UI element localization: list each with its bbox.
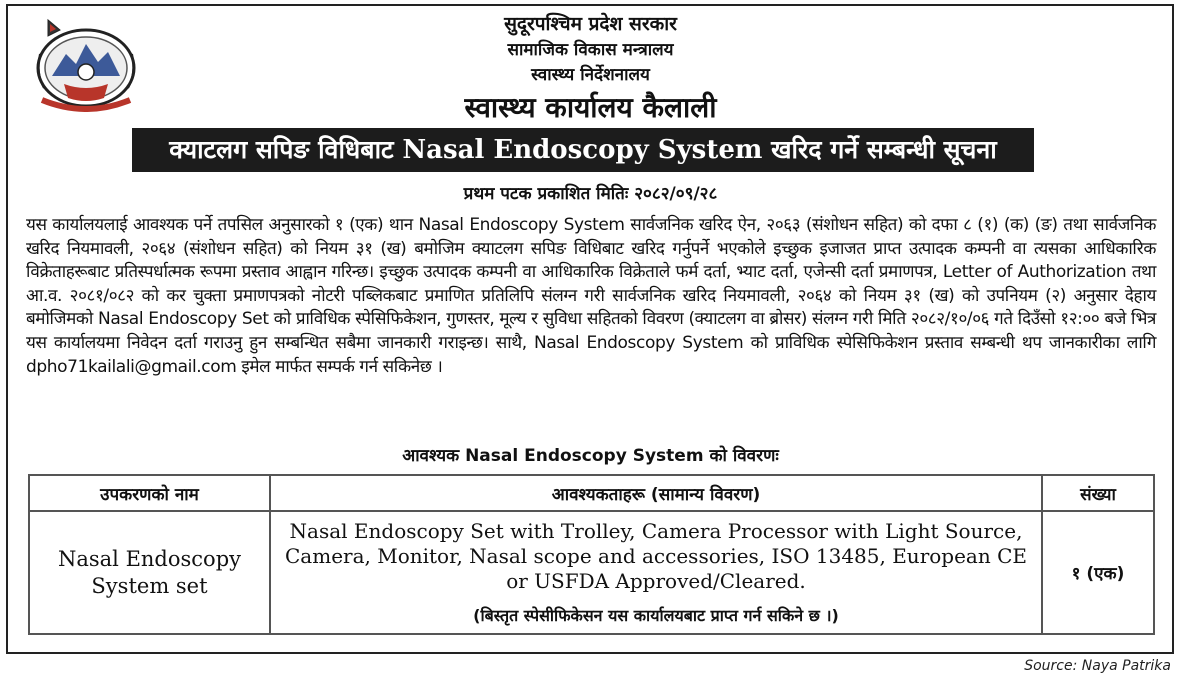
table-row [29,511,1154,634]
notice-title-equipment: Nasal Endoscopy System [402,135,763,165]
table-header-row [29,475,1154,511]
source-credit: Source: Naya Patrika [1024,658,1171,674]
requirements-title: आवश्यक Nasal Endoscopy System को विवरणः [402,446,779,466]
directorate-name: स्वास्थ्य निर्देशनालय [531,65,650,85]
quantity-cell [1042,511,1154,634]
notice-title-part-2: खरिद गर्ने सम्बन्धी सूचना [762,135,997,164]
equipment-table [28,474,1155,635]
notice-body [26,214,1156,379]
ministry-name: सामाजिक विकास मन्त्रालय [507,40,674,60]
requirements-description: Nasal Endoscopy Set with Trolley, Camera Processor with Light Source, Camera, Monitor, Nasal scope and accessories, ISO 13485, European CE or USFDA Approved/Cleared. [285,519,1027,593]
office-name: स्वास्थ्य कार्यालय कैलाली [464,91,717,124]
province-government-name: सुदूरपश्चिम प्रदेश सरकार [504,13,677,35]
publication-date: प्रथम पटक प्रकाशित मितिः २०८२/०९/२८ [463,184,718,204]
column-header-requirements: आवश्यकताहरू (सामान्य विवरण) [270,475,1042,511]
notice-title-part-1: क्याटलग सपिङ विधिबाट [169,135,403,164]
equipment-name: Nasal Endoscopy System set [57,546,241,598]
notice-title-banner [132,128,1034,172]
column-header-equipment-name: उपकरणको नाम [29,475,270,511]
notice-body-text: यस कार्यालयलाई आवश्यक पर्ने तपसिल अनुसारको १ (एक) थान Nasal Endoscopy System सार्वजनिक खरिद ऐन, २०६३ (संशोधन सहित) को दफा ८ (१) (क) (ङ) तथा सार्वजनिक खरिद नियमावली, २०६४ (संशोधन सहित) को नियम ३१ (ख) बमोजिम क्याटलग सपिङ विधिबाट खरिद गर्नुपर्ने भएकोले इच्छुक इजाजत प्राप्त उत्पादक कम्पनी वा त्यसका आधिकारिक विक्रेताहरूबाट प्रतिस्पर्धात्मक रूपमा प्रस्ताव आह्वान गरिन्छ। इच्छुक उत्पादक कम्पनी वा आधिकारिक विक्रेताले फर्म दर्ता, भ्याट दर्ता, एजेन्सी दर्ता प्रमाणपत्र, Letter of Authorization तथा आ.व. २०८१/०८२ को कर चुक्ता प्रमाणपत्रको नोटरी पब्लिकबाट प्रमाणित प्रतिलिपि संलग्न गरी सार्वजनिक खरिद नियमावली, २०६४ को नियम ३१ (ख) को उपनियम (२) अनुसार देहाय बमोजिमको Nasal Endoscopy Set को प्राविधिक स्पेसिफिकेशन, गुणस्तर, मूल्य र सुविधा सहितको विवरण (क्याटलग वा ब्रोसर) संलग्न गरी मिति २०८२/१०/०६ गते दिउँसो १२:०० बजे भित्र यस कार्यालयमा निवेदन दर्ता गराउनु हुन सम्बन्धित सबैमा जानकारी गराइन्छ। साथै, Nasal Endoscopy System को प्राविधिक स्पेसिफिकेशन प्रस्ताव सम्बन्धी थप जानकारीका लागि dpho71kailali@gmail.com इमेल मार्फत सम्पर्क गर्न सकिनेछ । [26,215,1156,377]
column-header-quantity: संख्या [1042,475,1154,511]
equipment-name-cell [29,511,270,634]
quantity-value: १ (एक) [1071,564,1125,584]
requirements-cell [270,511,1042,634]
specification-note: (बिस्तृत स्पेसीफिकेसन यस कार्यालयबाट प्राप्त गर्न सकिने छ ।) [473,606,839,625]
